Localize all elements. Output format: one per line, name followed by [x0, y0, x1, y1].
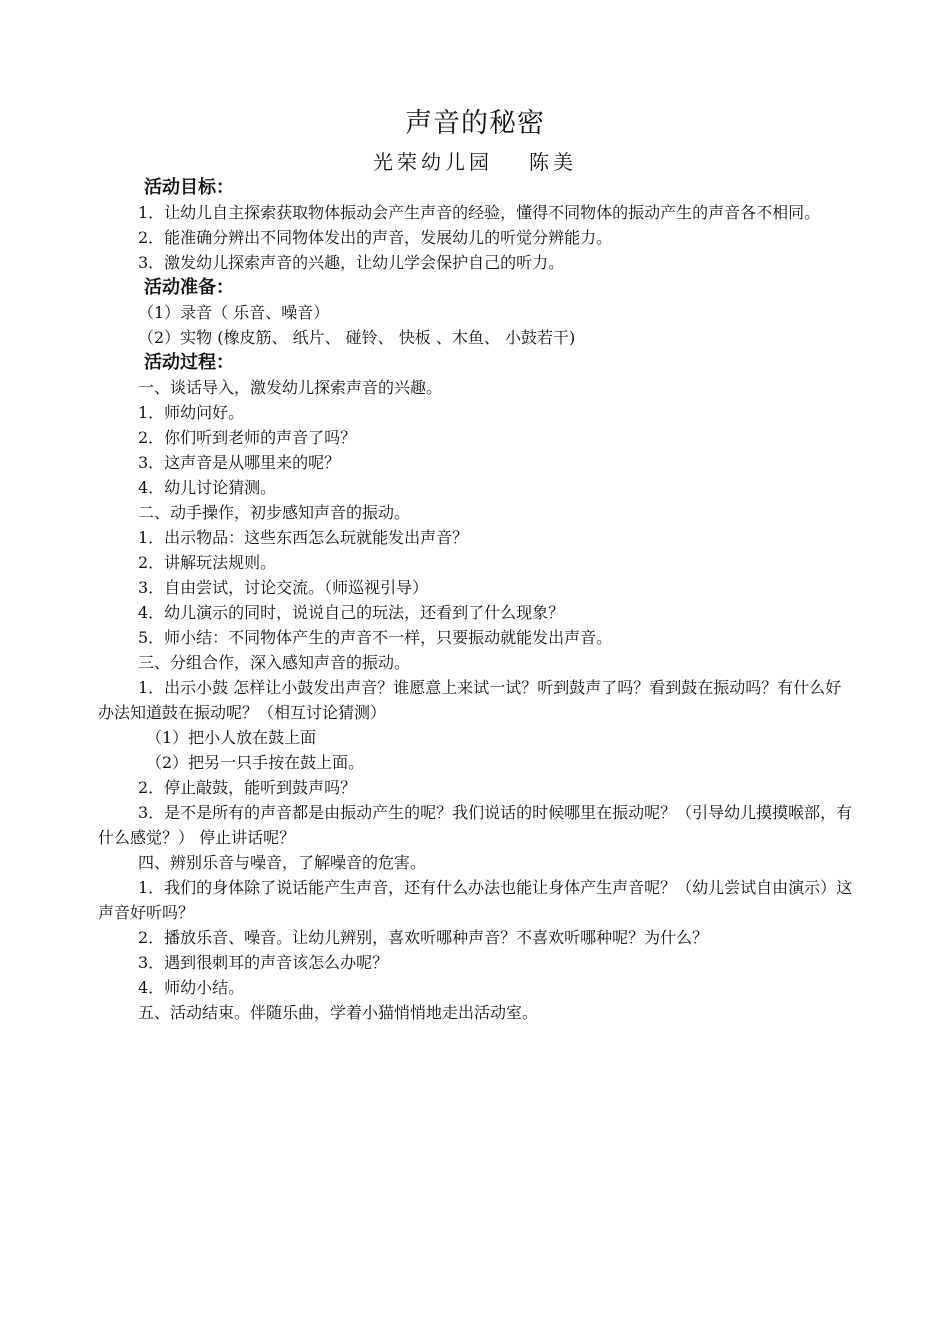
process-step: 3．是不是所有的声音都是由振动产生的呢？我们说话的时候哪里在振动呢？（引导幼儿摸摸喉部，有什么感觉？） 停止讲话呢？	[98, 803, 853, 847]
process-step: 2．播放乐音、噪音。让幼儿辨别，喜欢听哪种声音？不喜欢听哪种呢？为什么？	[138, 928, 709, 947]
process-step: 1．出示小鼓 怎样让小鼓发出声音？谁愿意上来试一试？听到鼓声了吗？看到鼓在振动吗？有什么好办法知道鼓在振动呢？（相互讨论猜测）	[98, 678, 842, 722]
process-step: 3．遇到很刺耳的声音该怎么办呢？	[138, 953, 389, 972]
process-step: 4．幼儿演示的同时，说说自己的玩法，还看到了什么现象？	[138, 603, 565, 622]
goal-item: 1．让幼儿自主探索获取物体振动会产生声音的经验，懂得不同物体的振动产生的声音各不相同。	[138, 203, 821, 222]
process-step: 2．你们听到老师的声音了吗？	[138, 428, 357, 447]
document-body	[98, 175, 854, 1025]
process-section: 一、谈话导入，激发幼儿探索声音的兴趣。	[138, 378, 443, 397]
process-step: 4．师幼小结。	[138, 978, 245, 997]
process-section: 四、辨别乐音与噪音，了解噪音的危害。	[138, 853, 427, 872]
goal-item: 3．激发幼儿探索声音的兴趣，让幼儿学会保护自己的听力。	[138, 253, 565, 272]
process-step: 2．停止敲鼓，能听到鼓声吗？	[138, 778, 357, 797]
prep-item: （1）录音（ 乐音、噪音）	[138, 303, 330, 322]
process-step: 1．师幼问好。	[138, 403, 245, 422]
process-section: 二、动手操作，初步感知声音的振动。	[138, 503, 411, 522]
process-step: 2．讲解玩法规则。	[138, 553, 277, 572]
process-step: 4．幼儿讨论猜测。	[138, 478, 277, 497]
process-step: 1．出示物品：这些东西怎么玩就能发出声音？	[138, 528, 469, 547]
prep-item: （2）实物 (橡皮筋、 纸片、 碰铃、 快板 、木鱼、 小鼓若干)	[138, 328, 576, 347]
process-step: 1．我们的身体除了说话能产生声音，还有什么办法也能让身体产生声音呢？（幼儿尝试自由演示）这声音好听吗？	[98, 878, 853, 922]
prep-heading: 活动准备：	[144, 277, 234, 298]
school-name: 光荣幼儿园	[373, 150, 493, 174]
goals-heading: 活动目标：	[144, 177, 234, 198]
process-section: 三、分组合作，深入感知声音的振动。	[138, 653, 411, 672]
process-substep: （2）把另一只手按在鼓上面。	[146, 753, 365, 772]
document-title: 声音的秘密	[405, 108, 545, 139]
author-line	[0, 148, 950, 176]
author-name: 陈美	[529, 150, 577, 174]
process-step: 5．师小结：不同物体产生的声音不一样，只要振动就能发出声音。	[138, 628, 613, 647]
process-substep: （1）把小人放在鼓上面	[146, 728, 317, 747]
goal-item: 2．能准确分辨出不同物体发出的声音，发展幼儿的听觉分辨能力。	[138, 228, 613, 247]
process-section: 五、活动结束。伴随乐曲，学着小猫悄悄地走出活动室。	[138, 1003, 539, 1022]
process-heading: 活动过程：	[144, 352, 234, 373]
process-step: 3．这声音是从哪里来的呢？	[138, 453, 341, 472]
process-step: 3．自由尝试，讨论交流。（师巡视引导）	[138, 578, 429, 597]
